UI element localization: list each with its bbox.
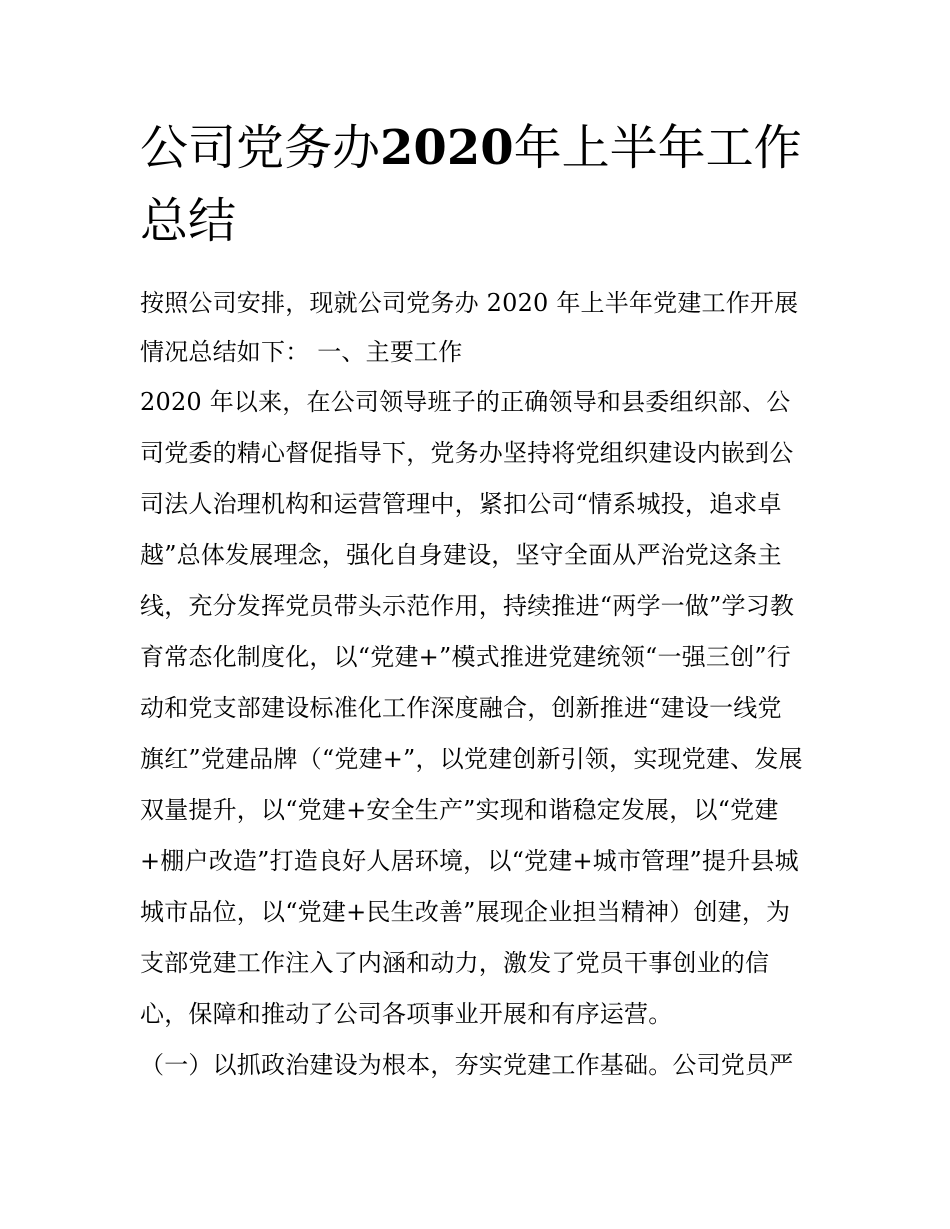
body-line: 按照公司安排，现就公司党务办 2020 年上半年党建工作开展 (140, 289, 799, 317)
title-text: 公司党务办 (140, 120, 381, 176)
body-line: 育常态化制度化，以“党建+”模式推进党建统领“一强三创”行 (140, 643, 791, 671)
body-line: 支部党建工作注入了内涵和动力，激发了党员干事创业的信 (140, 949, 770, 977)
body-line: 动和党支部建设标准化工作深度融合，创新推进“建设一线党 (140, 694, 782, 722)
body-line: 2020 年以来，在公司领导班子的正确领导和县委组织部、公 (140, 388, 791, 416)
body-line: +棚户改造”打造良好人居环境，以“党建+城市管理”提升县城 (140, 847, 799, 875)
body-line: （一）以抓政治建设为根本，夯实党建工作基础。公司党员严 (140, 1051, 794, 1079)
body-line: 旗红”党建品牌（“党建+”，以党建创新引领，实现党建、发展 (140, 745, 803, 773)
body-line: 双量提升，以“党建+安全生产”实现和谐稳定发展，以“党建 (140, 796, 779, 824)
body-line: 心，保障和推动了公司各项事业开展和有序运营。 (140, 1000, 673, 1028)
body-line: 司法人治理机构和运营管理中，紧扣公司“情系城投，追求卓 (140, 490, 782, 518)
title-line-2 (140, 185, 830, 258)
body-line: 司党委的精心督促指导下，党务办坚持将党组织建设内嵌到公 (140, 439, 794, 467)
body-line: 情况总结如下： 一、主要工作 (140, 338, 463, 366)
title-year: 2020 (380, 120, 514, 176)
document-title (140, 112, 830, 258)
body-line: 城市品位，以“党建+民生改善”展现企业担当精神）创建，为 (140, 898, 791, 926)
title-text: 年上半年工作 (513, 120, 802, 176)
body-line: 线，充分发挥党员带头示范作用，持续推进“两学一做”学习教 (140, 592, 795, 620)
title-text: 总结 (140, 193, 237, 249)
title-line-1 (140, 112, 830, 185)
body-line: 越”总体发展理念，强化自身建设，坚守全面从严治党这条主 (140, 541, 782, 569)
